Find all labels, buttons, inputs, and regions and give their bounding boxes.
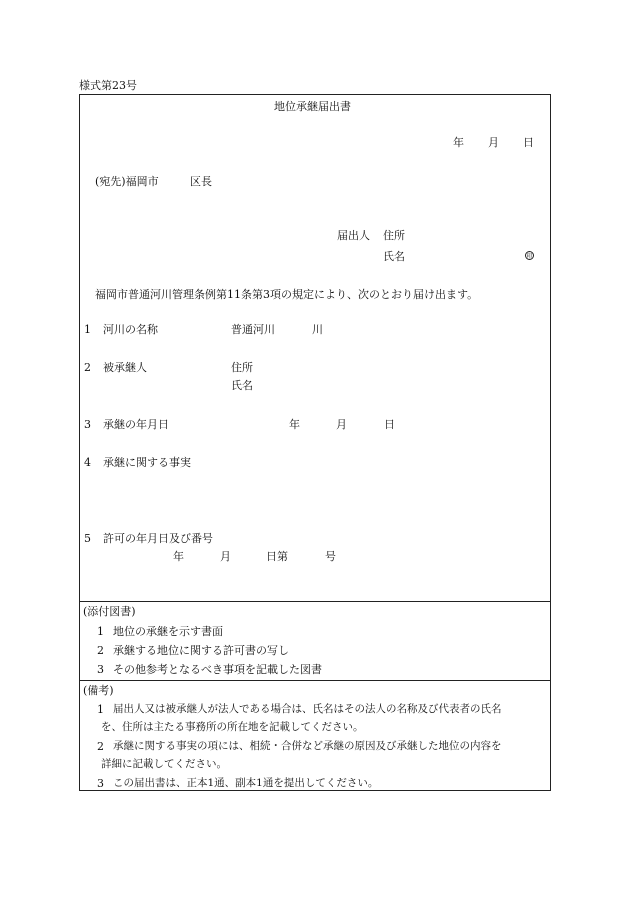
permit-number: 号 — [325, 550, 336, 563]
addressee-prefix: (宛先)福岡市 — [95, 175, 159, 188]
succession-day: 日 — [384, 418, 395, 431]
item-3-label: 承継の年月日 — [103, 418, 169, 431]
attachments-header: (添付図書) — [83, 605, 136, 618]
seal-mark: 印 — [526, 253, 533, 260]
form-frame — [79, 94, 551, 791]
attachment-3-num: 3 — [97, 663, 104, 676]
date-year: 年 — [453, 136, 464, 149]
river-type: 普通河川 — [231, 323, 275, 336]
permit-month: 月 — [220, 550, 231, 563]
divider-attachments — [79, 601, 551, 602]
remark-2-num: 2 — [97, 740, 104, 753]
remark-3-num: 3 — [97, 777, 104, 790]
remark-1-line1: 届出人又は被承継人が法人である場合は、氏名はその法人の名称及び代表者の氏名 — [113, 703, 502, 715]
applicant-label: 届出人 — [337, 229, 370, 242]
item-1-label: 河川の名称 — [103, 323, 158, 336]
river-suffix: 川 — [312, 323, 323, 336]
remark-1-line2: を、住所は主たる事務所の所在地を記載してください。 — [101, 721, 364, 733]
divider-remarks — [79, 680, 551, 681]
remarks-header: (備考) — [83, 684, 114, 697]
date-month: 月 — [488, 136, 499, 149]
attachment-2-text: 承継する地位に関する許可書の写し — [113, 644, 289, 657]
item-4-num: 4 — [84, 456, 91, 469]
remark-2-line2: 詳細に記載してください。 — [101, 758, 227, 770]
attachment-1-num: 1 — [97, 625, 104, 638]
item-1-num: 1 — [84, 323, 91, 336]
applicant-name-label: 氏名 — [383, 250, 405, 263]
attachment-2-num: 2 — [97, 644, 104, 657]
predecessor-name-label: 氏名 — [231, 379, 253, 392]
form-title: 地位承継届出書 — [274, 100, 351, 113]
remark-1-num: 1 — [97, 703, 104, 716]
item-4-label: 承継に関する事実 — [103, 456, 191, 469]
applicant-address-label: 住所 — [383, 229, 405, 242]
succession-year: 年 — [289, 418, 300, 431]
attachment-3-text: その他参考となるべき事項を記載した図書 — [113, 663, 322, 676]
item-5-label: 許可の年月日及び番号 — [103, 532, 213, 545]
item-5-num: 5 — [84, 532, 91, 545]
attachment-1-text: 地位の承継を示す書面 — [113, 625, 223, 638]
item-2-num: 2 — [84, 361, 91, 374]
permit-year: 年 — [173, 550, 184, 563]
item-3-num: 3 — [84, 418, 91, 431]
predecessor-address-label: 住所 — [231, 361, 253, 374]
statement: 福岡市普通河川管理条例第11条第3項の規定により、次のとおり届け出ます。 — [95, 288, 479, 301]
succession-month: 月 — [336, 418, 347, 431]
permit-day-no: 日第 — [266, 550, 288, 563]
addressee-suffix: 区長 — [190, 175, 212, 188]
date-day: 日 — [523, 136, 534, 149]
remark-3-line1: この届出書は、正本1通、副本1通を提出してください。 — [113, 777, 379, 789]
item-2-label: 被承継人 — [103, 361, 147, 374]
remark-2-line1: 承継に関する事実の項には、相続・合併など承継の原因及び承継した地位の内容を — [113, 740, 502, 752]
form-number: 様式第23号 — [79, 79, 137, 92]
